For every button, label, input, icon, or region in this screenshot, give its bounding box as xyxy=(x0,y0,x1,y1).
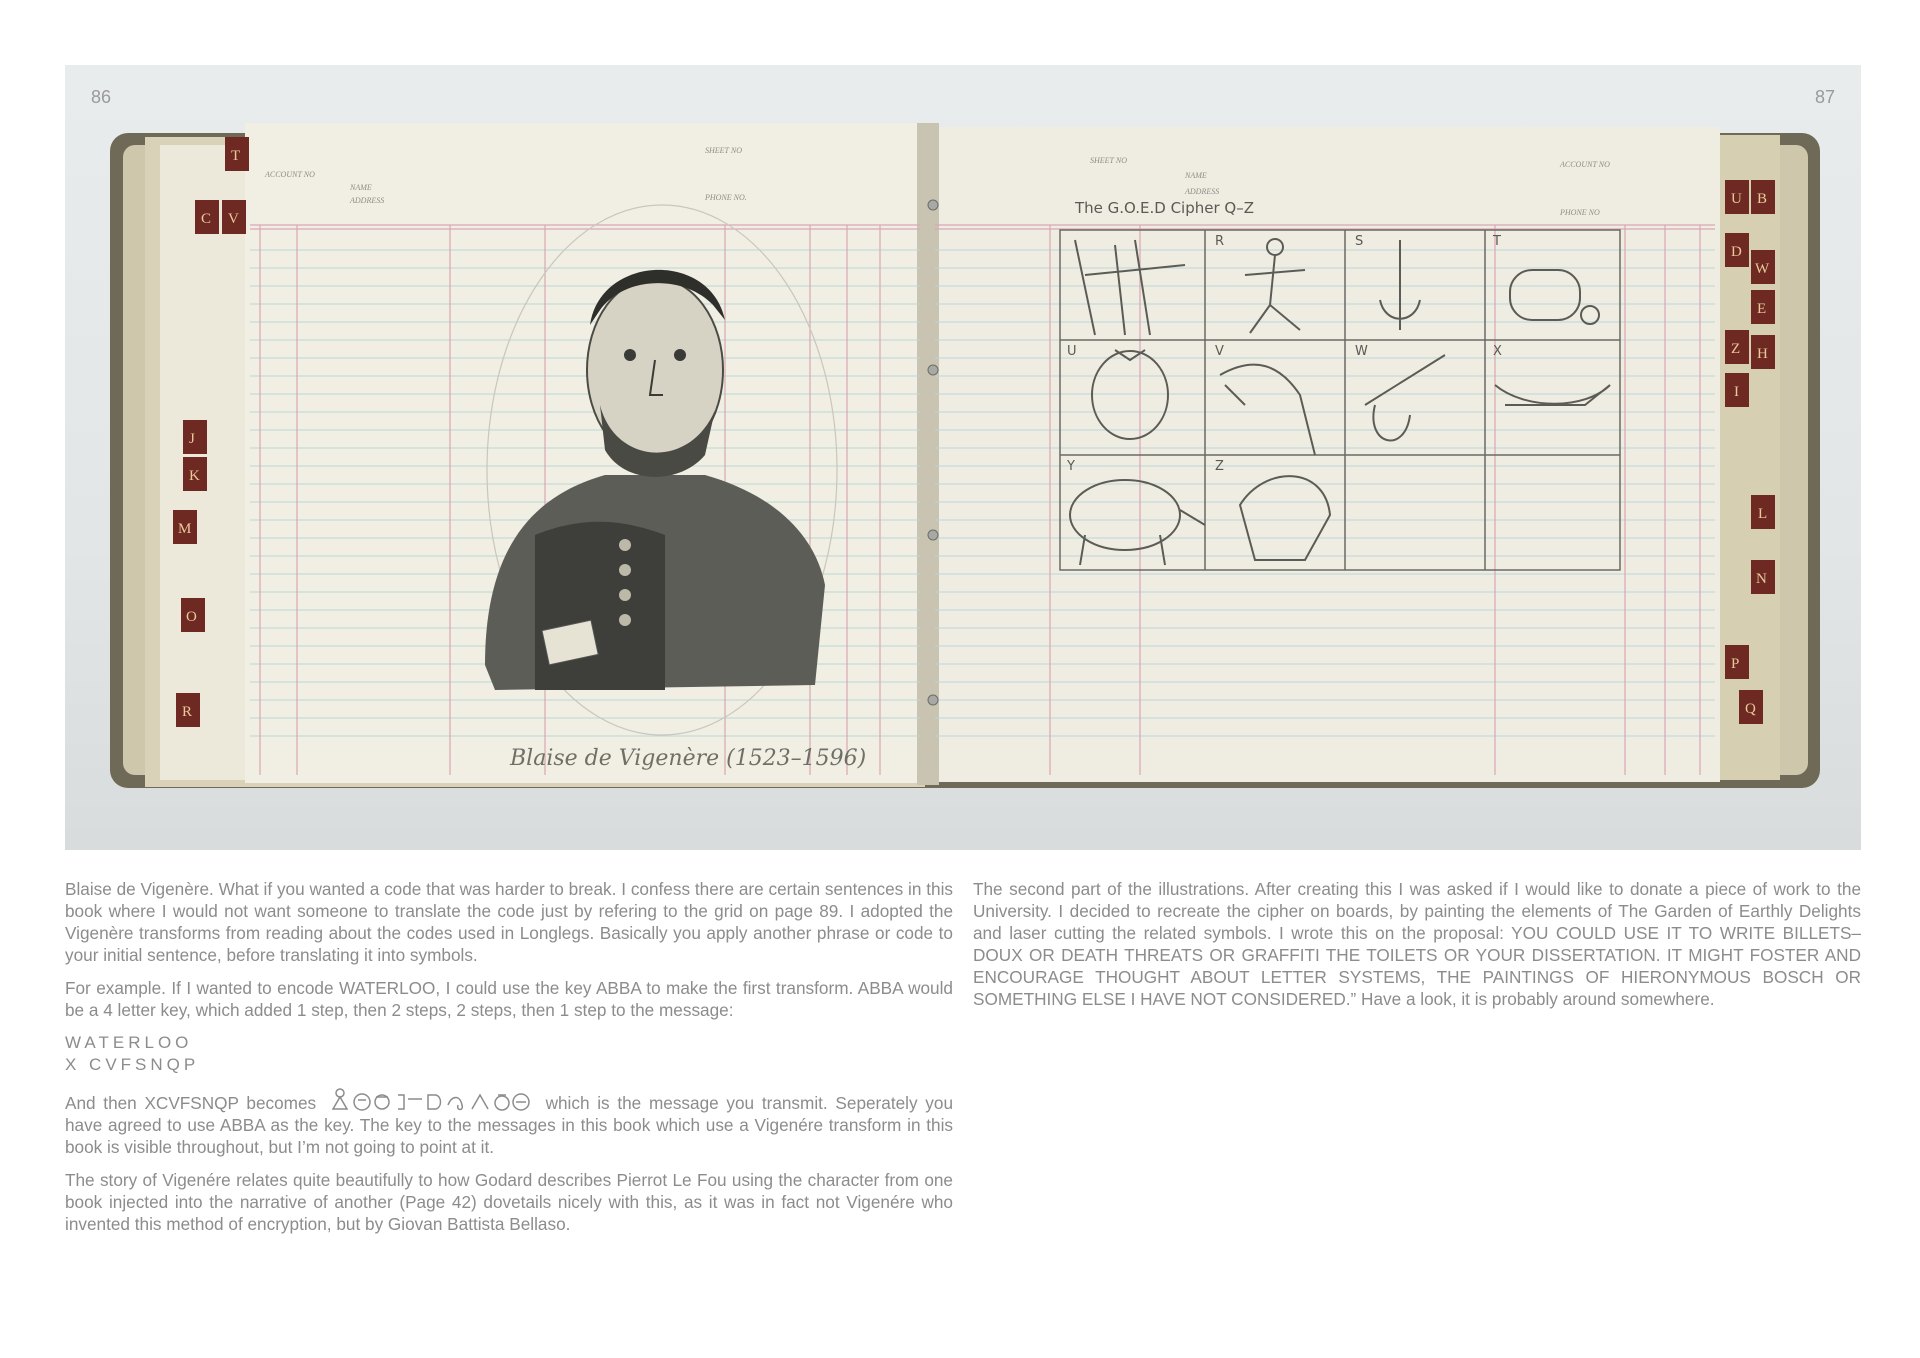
paragraph-intro: Blaise de Vigenère. What if you wanted a code that was harder to break. I confess there are certain sentences in this book where I would not want someone to translate the code just by refering to the grid on page 89. I adopted the Vigenère transforms from reading about the codes used in Longlegs. Basically you apply another phrase or code to your initial sentence, before translating it into symbols. xyxy=(65,879,953,965)
svg-text:SHEET NO: SHEET NO xyxy=(705,146,742,155)
svg-text:D: D xyxy=(1731,244,1742,260)
svg-text:N: N xyxy=(1756,571,1767,587)
svg-text:Z: Z xyxy=(1215,459,1224,474)
svg-text:P: P xyxy=(1731,656,1740,672)
cipher-title: The G.O.E.D Cipher Q–Z xyxy=(1075,199,1255,217)
svg-text:NAME: NAME xyxy=(1185,171,1207,180)
symbols-lead-text: And then XCVFSNQP becomes xyxy=(65,1093,317,1113)
svg-text:O: O xyxy=(186,609,197,625)
svg-text:PHONE NO.: PHONE NO. xyxy=(705,193,747,202)
portrait-caption: Blaise de Vigenère (1523–1596) xyxy=(510,746,867,771)
svg-text:X: X xyxy=(1493,344,1502,359)
svg-text:C: C xyxy=(201,211,212,227)
svg-text:M: M xyxy=(178,521,192,537)
svg-text:R: R xyxy=(1215,234,1225,249)
cipher-symbols xyxy=(330,1087,532,1113)
paragraph-example: For example. If I wanted to encode WATERLOO, I could use the key ABBA to make the first transform. ABBA would be a 4 letter key, which added 1 step, then 2 steps, 2 steps, then 1 step to the message: xyxy=(65,978,953,1020)
svg-text:K: K xyxy=(189,468,200,484)
svg-text:R: R xyxy=(182,704,193,720)
svg-text:W: W xyxy=(1755,261,1770,277)
book-spine xyxy=(917,123,939,785)
paragraph-symbols xyxy=(65,1087,953,1158)
svg-text:ACCOUNT NO: ACCOUNT NO xyxy=(265,170,315,179)
svg-text:U: U xyxy=(1067,344,1077,359)
svg-text:ADDRESS: ADDRESS xyxy=(350,196,385,205)
code-plaintext: WATERLOO xyxy=(65,1033,193,1052)
symbols-trailing-text: which is the message you transmit. Seperately you have agreed to use ABBA as the key. The key to the messages in this book which use a Vigenére transform in this book is visible throughout, but I’m not going to point at it. xyxy=(65,1093,954,1157)
paragraph-history: The story of Vigenére relates quite beautifully to how Godard describes Pierrot Le Fou using the character from one book injected into the narrative of another (Page 42) dovetails nicely with this, as it was in fact not Vigenére who invented this method of encryption, but by Giovan Battista Bellaso. xyxy=(65,1170,953,1234)
right-page-stack xyxy=(1720,135,1780,780)
svg-text:ACCOUNT NO: ACCOUNT NO xyxy=(1560,160,1610,169)
paragraph-proposal: The second part of the illustrations. After creating this I was asked if I would like to donate a piece of work to the University. I decided to recreate the cipher on boards, by painting the elements of The Garden of Earthly Delights and laser cutting the related symbols. I wrote this on the proposal: YOU COULD USE IT TO WRITE BILLETS–DOUX OR DEATH THREATS OR GRAFFITI THE TOILETS OR YOUR DISSERTATION. IT MIGHT FOSTER AND ENCOURAGE THOUGHT ABOUT LETTER SYSTEMS, THE PAINTINGS OF HIERONYMOUS BOSCH OR SOMETHING ELSE I HAVE NOT CONSIDERED.” Have a look, it is probably around somewhere. xyxy=(973,879,1861,1009)
code-transformed: X CVFSNQP xyxy=(65,1055,200,1074)
text-columns xyxy=(65,878,1861,1246)
svg-text:T: T xyxy=(231,148,241,164)
svg-text:T: T xyxy=(1493,234,1501,249)
svg-text:Q: Q xyxy=(1745,701,1756,717)
page-number-right: 87 xyxy=(1814,87,1835,107)
code-block xyxy=(65,1032,953,1076)
svg-text:I: I xyxy=(1734,384,1739,400)
ledger-illustration xyxy=(65,65,1861,850)
svg-text:ADDRESS: ADDRESS xyxy=(1185,187,1220,196)
svg-text:B: B xyxy=(1757,191,1768,207)
svg-text:S: S xyxy=(1355,234,1364,249)
svg-text:H: H xyxy=(1757,346,1768,362)
svg-text:V: V xyxy=(228,211,239,227)
svg-text:SHEET NO: SHEET NO xyxy=(1090,156,1127,165)
svg-text:V: V xyxy=(1215,344,1224,359)
right-text-column xyxy=(973,878,1861,1246)
svg-text:E: E xyxy=(1757,301,1767,317)
svg-text:L: L xyxy=(1758,506,1768,522)
svg-text:NAME: NAME xyxy=(350,183,372,192)
svg-text:Z: Z xyxy=(1731,341,1741,357)
page-number-left: 86 xyxy=(91,87,112,107)
svg-text:Y: Y xyxy=(1067,459,1075,474)
ledger-photo xyxy=(65,65,1861,850)
left-text-column xyxy=(65,878,953,1246)
svg-text:W: W xyxy=(1355,344,1368,359)
svg-text:U: U xyxy=(1731,191,1742,207)
svg-text:PHONE NO: PHONE NO xyxy=(1560,208,1600,217)
svg-text:J: J xyxy=(189,431,195,447)
